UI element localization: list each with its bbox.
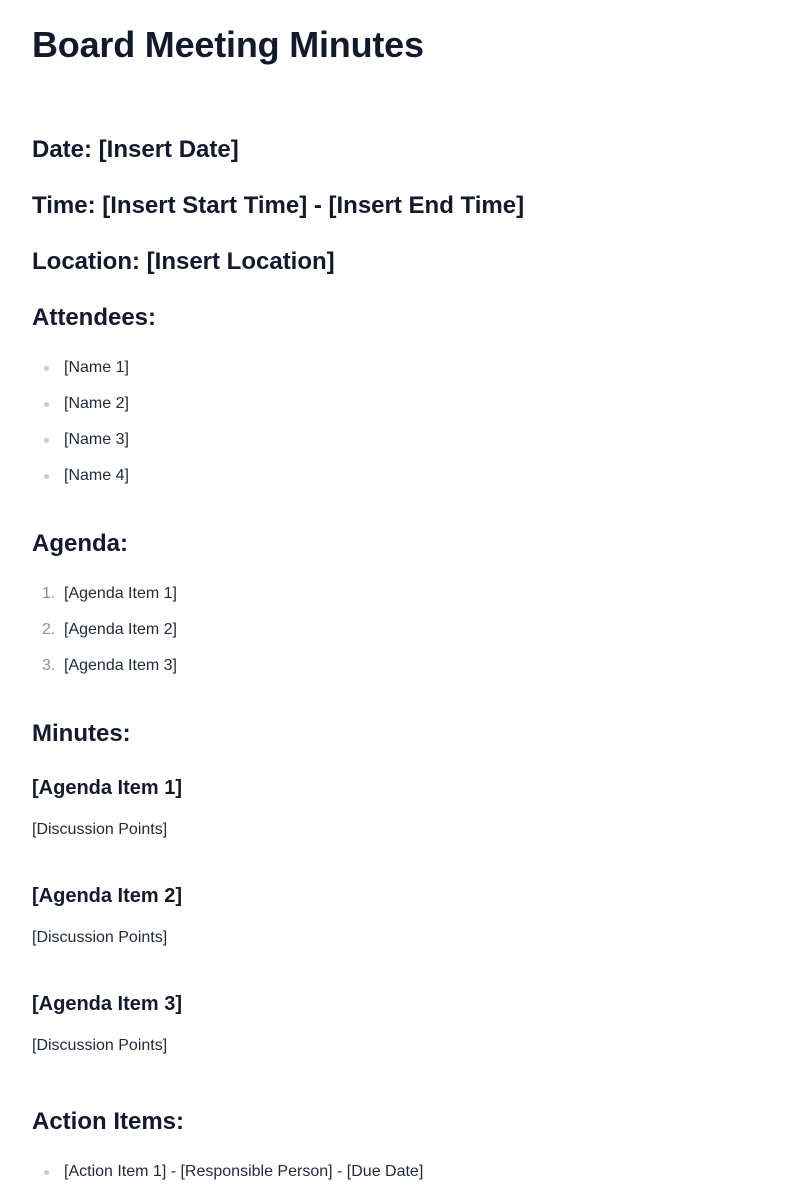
minutes-section-body: [Discussion Points] [32, 1037, 168, 1054]
agenda-item-text: [Agenda Item 3] [64, 657, 177, 674]
meeting-time: Time: [Insert Start Time] - [Insert End Time] [32, 192, 525, 219]
agenda-list-item [32, 618, 768, 642]
agenda-list [32, 582, 768, 678]
list-number: 2. [42, 621, 56, 638]
list-item: [Name 2] [32, 392, 768, 416]
minutes-section-title: [Agenda Item 1] [32, 777, 183, 799]
list-item: [Action Item 1] - [Responsible Person] - [Due Date] [32, 1160, 768, 1184]
minutes-section-title: [Agenda Item 2] [32, 885, 183, 907]
meeting-date: Date: [Insert Date] [32, 136, 239, 163]
minutes-section-title: [Agenda Item 3] [32, 993, 183, 1015]
minutes-section-body: [Discussion Points] [32, 929, 168, 946]
minutes-section-body: [Discussion Points] [32, 821, 168, 838]
list-number: 3. [42, 657, 56, 674]
agenda-list-item [32, 654, 768, 678]
agenda-list-item [32, 582, 768, 606]
agenda-heading: Agenda: [32, 530, 128, 557]
meeting-location: Location: [Insert Location] [32, 248, 335, 275]
action-items-heading: Action Items: [32, 1108, 185, 1135]
list-item: [Name 4] [32, 464, 768, 488]
list-item: [Name 3] [32, 428, 768, 452]
attendees-heading: Attendees: [32, 304, 157, 331]
attendees-list [32, 356, 768, 488]
agenda-item-text: [Agenda Item 2] [64, 621, 177, 638]
list-number: 1. [42, 585, 56, 602]
agenda-item-text: [Agenda Item 1] [64, 585, 177, 602]
page-title: Board Meeting Minutes [32, 24, 424, 65]
action-items-list [32, 1160, 768, 1184]
list-item: [Name 1] [32, 356, 768, 380]
minutes-heading: Minutes: [32, 720, 131, 747]
